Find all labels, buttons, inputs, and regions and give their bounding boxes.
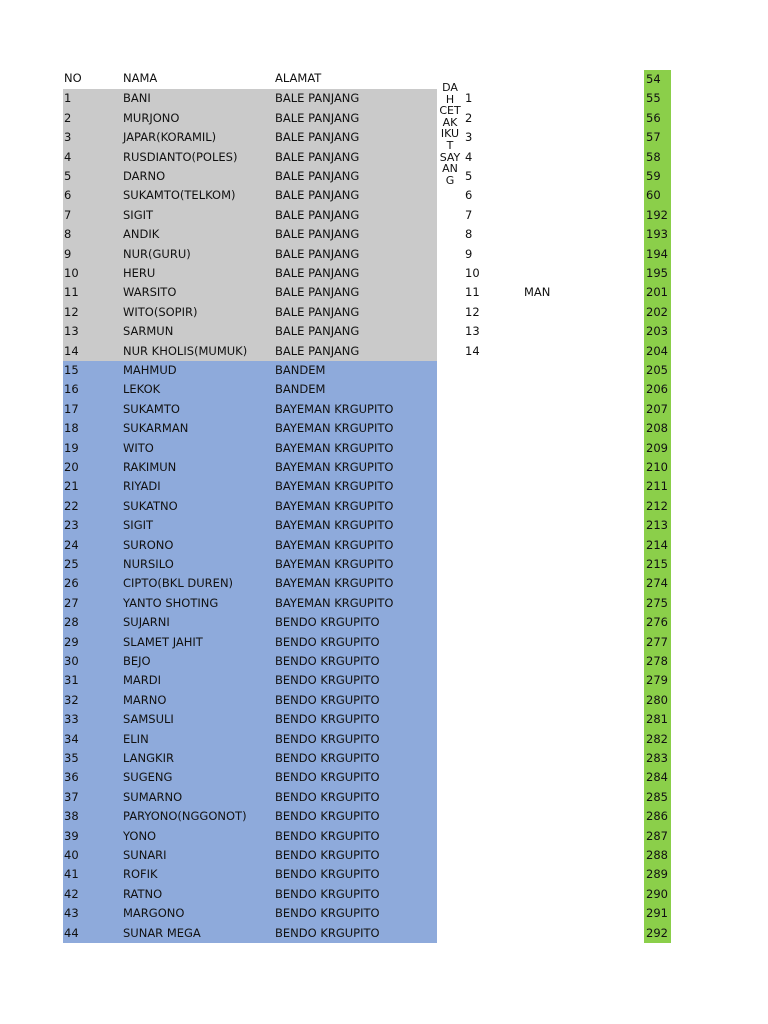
- row-nama[interactable]: CIPTO(BKL DUREN): [123, 576, 234, 591]
- green-value-cell[interactable]: 204: [644, 342, 671, 361]
- row-nama[interactable]: RATNO: [123, 886, 163, 901]
- row-nama[interactable]: MURJONO: [123, 110, 180, 125]
- row-alamat[interactable]: BALE PANJANG: [275, 130, 360, 145]
- row-nama[interactable]: SUNARI: [123, 848, 167, 862]
- row-no[interactable]: 44: [64, 925, 79, 940]
- row-no[interactable]: 3: [64, 130, 72, 145]
- row-no[interactable]: 26: [64, 576, 79, 591]
- row-alamat[interactable]: BAYEMAN KRGUPITO: [275, 479, 394, 494]
- side-note-line: SAY: [439, 150, 461, 164]
- side-note-line: H: [445, 92, 455, 106]
- row-alamat[interactable]: BAYEMAN KRGUPITO: [275, 576, 394, 591]
- row-no[interactable]: 5: [64, 169, 72, 183]
- green-value-cell[interactable]: 202: [644, 303, 671, 322]
- green-value-cell[interactable]: 291: [644, 904, 671, 923]
- row-no[interactable]: 23: [64, 518, 79, 533]
- row-alamat[interactable]: BENDO KRGUPITO: [275, 712, 380, 727]
- row-nama[interactable]: RAKIMUN: [123, 460, 177, 474]
- side-note-line: G: [445, 173, 455, 187]
- row-alamat[interactable]: BENDO KRGUPITO: [275, 751, 380, 765]
- green-value-cell[interactable]: 286: [644, 807, 671, 826]
- side-number[interactable]: 6: [465, 188, 473, 203]
- row-no[interactable]: 11: [64, 285, 79, 300]
- row-alamat[interactable]: BAYEMAN KRGUPITO: [275, 460, 394, 474]
- row-nama[interactable]: SARMUN: [123, 324, 174, 339]
- row-no[interactable]: 42: [64, 886, 79, 901]
- row-alamat[interactable]: BAYEMAN KRGUPITO: [275, 518, 394, 533]
- row-nama[interactable]: PARYONO(NGGONOT): [123, 809, 247, 824]
- row-no[interactable]: 13: [64, 324, 79, 339]
- row-no[interactable]: 40: [64, 848, 79, 862]
- row-nama[interactable]: NUR KHOLIS(MUMUK): [123, 343, 248, 358]
- row-alamat[interactable]: BENDO KRGUPITO: [275, 906, 380, 921]
- green-value-cell[interactable]: 60: [644, 186, 671, 205]
- green-value-cell[interactable]: 214: [644, 536, 671, 555]
- row-nama[interactable]: SUKATNO: [123, 498, 178, 513]
- row-no[interactable]: 39: [64, 828, 79, 843]
- green-value-cell[interactable]: 203: [644, 322, 671, 341]
- row-no[interactable]: 33: [64, 712, 79, 727]
- header-alamat[interactable]: ALAMAT: [275, 71, 322, 85]
- row-no[interactable]: 12: [64, 304, 79, 319]
- row-nama[interactable]: YANTO SHOTING: [123, 595, 219, 610]
- side-number[interactable]: 11: [465, 285, 480, 300]
- row-no[interactable]: 15: [64, 363, 79, 377]
- green-value-cell[interactable]: 285: [644, 788, 671, 807]
- green-value-cell[interactable]: 277: [644, 633, 671, 652]
- row-no[interactable]: 20: [64, 460, 79, 474]
- row-nama[interactable]: SUNAR MEGA: [123, 925, 201, 940]
- green-value-cell[interactable]: 279: [644, 671, 671, 690]
- row-alamat[interactable]: BAYEMAN KRGUPITO: [275, 401, 394, 416]
- side-number[interactable]: 7: [465, 207, 473, 222]
- row-no[interactable]: 38: [64, 809, 79, 824]
- side-note-vertical[interactable]: [438, 82, 462, 186]
- row-alamat[interactable]: BALE PANJANG: [275, 207, 360, 222]
- green-value-cell[interactable]: 208: [644, 419, 671, 438]
- row-no[interactable]: 22: [64, 498, 79, 513]
- row-alamat[interactable]: BAYEMAN KRGUPITO: [275, 421, 394, 436]
- row-alamat[interactable]: BAYEMAN KRGUPITO: [275, 498, 394, 513]
- row-nama[interactable]: WITO: [123, 440, 154, 455]
- side-note-line: CET: [439, 104, 461, 118]
- row-no[interactable]: 30: [64, 654, 79, 668]
- side-number[interactable]: 4: [465, 149, 473, 164]
- row-no[interactable]: 36: [64, 770, 79, 785]
- row-no[interactable]: 2: [64, 110, 72, 125]
- row-alamat[interactable]: BENDO KRGUPITO: [275, 809, 380, 824]
- header-nama[interactable]: NAMA: [123, 71, 158, 85]
- side-note-line: IKU: [440, 127, 460, 141]
- green-value-cell[interactable]: 281: [644, 710, 671, 729]
- row-no[interactable]: 18: [64, 421, 79, 436]
- green-value-cell[interactable]: 276: [644, 613, 671, 632]
- green-value-cell[interactable]: 215: [644, 555, 671, 574]
- green-value-cell[interactable]: 194: [644, 245, 671, 264]
- row-alamat[interactable]: BAYEMAN KRGUPITO: [275, 440, 394, 455]
- row-alamat[interactable]: BALE PANJANG: [275, 246, 360, 261]
- row-nama[interactable]: MAHMUD: [123, 363, 177, 377]
- row-no[interactable]: 9: [64, 246, 72, 261]
- green-value-cell[interactable]: 209: [644, 439, 671, 458]
- row-alamat[interactable]: BENDO KRGUPITO: [275, 615, 380, 630]
- row-nama[interactable]: SIGIT: [123, 518, 154, 533]
- row-alamat[interactable]: BENDO KRGUPITO: [275, 634, 380, 649]
- row-nama[interactable]: SIGIT: [123, 207, 154, 222]
- row-alamat[interactable]: BENDO KRGUPITO: [275, 692, 380, 707]
- green-value-cell[interactable]: 280: [644, 691, 671, 710]
- row-nama[interactable]: LANGKIR: [123, 751, 174, 765]
- row-nama[interactable]: LEKOK: [123, 382, 161, 397]
- green-value-cell[interactable]: 274: [644, 574, 671, 593]
- row-no[interactable]: 7: [64, 207, 72, 222]
- row-nama[interactable]: RIYADI: [123, 479, 161, 494]
- green-value-cell[interactable]: 284: [644, 768, 671, 787]
- green-value-cell[interactable]: 205: [644, 361, 671, 380]
- row-no[interactable]: 16: [64, 382, 79, 397]
- row-nama[interactable]: SUKAMTO: [123, 401, 180, 416]
- row-alamat[interactable]: BENDO KRGUPITO: [275, 731, 380, 746]
- row-nama[interactable]: BEJO: [123, 654, 151, 668]
- green-value-cell[interactable]: 211: [644, 477, 671, 496]
- row-alamat[interactable]: BENDO KRGUPITO: [275, 828, 380, 843]
- row-alamat[interactable]: BALE PANJANG: [275, 110, 360, 125]
- row-nama[interactable]: SUMARNO: [123, 789, 183, 804]
- row-no[interactable]: 8: [64, 227, 72, 242]
- side-number[interactable]: 2: [465, 110, 473, 125]
- row-no[interactable]: 17: [64, 401, 79, 416]
- row-alamat[interactable]: BANDEM: [275, 363, 326, 377]
- row-no[interactable]: 6: [64, 188, 72, 203]
- green-value-cell[interactable]: 54: [644, 70, 671, 89]
- row-alamat[interactable]: BALE PANJANG: [275, 324, 360, 339]
- side-number[interactable]: 8: [465, 227, 473, 242]
- row-no[interactable]: 4: [64, 149, 72, 164]
- row-alamat[interactable]: BANDEM: [275, 382, 326, 397]
- row-nama[interactable]: SUKAMTO(TELKOM): [123, 188, 236, 203]
- green-value-cell[interactable]: 193: [644, 225, 671, 244]
- side-number[interactable]: 3: [465, 130, 473, 145]
- gray-fill-block: [63, 89, 437, 361]
- row-no[interactable]: 25: [64, 557, 79, 571]
- side-note-line: DA: [442, 81, 458, 94]
- side-number[interactable]: 9: [465, 246, 473, 261]
- green-value-cell[interactable]: 207: [644, 400, 671, 419]
- row-no[interactable]: 35: [64, 751, 79, 765]
- row-no[interactable]: 34: [64, 731, 79, 746]
- row-alamat[interactable]: BENDO KRGUPITO: [275, 654, 380, 668]
- green-value-cell[interactable]: 206: [644, 380, 671, 399]
- row-alamat[interactable]: BALE PANJANG: [275, 266, 360, 280]
- green-value-cell[interactable]: 290: [644, 885, 671, 904]
- row-nama[interactable]: HERU: [123, 266, 156, 280]
- green-value-cell[interactable]: 201: [644, 283, 671, 302]
- green-value-cell[interactable]: 282: [644, 730, 671, 749]
- row-alamat[interactable]: BALE PANJANG: [275, 304, 360, 319]
- man-label[interactable]: MAN: [524, 285, 551, 300]
- row-nama[interactable]: JAPAR(KORAMIL): [123, 130, 217, 145]
- row-alamat[interactable]: BAYEMAN KRGUPITO: [275, 537, 394, 552]
- row-nama[interactable]: MARNO: [123, 692, 167, 707]
- row-alamat[interactable]: BENDO KRGUPITO: [275, 848, 380, 862]
- row-nama[interactable]: ROFIK: [123, 867, 158, 882]
- green-value-cell[interactable]: 56: [644, 109, 671, 128]
- row-nama[interactable]: WITO(SOPIR): [123, 304, 198, 319]
- green-value-cell[interactable]: 213: [644, 516, 671, 535]
- row-nama[interactable]: WARSITO: [123, 285, 177, 300]
- row-no[interactable]: 43: [64, 906, 79, 921]
- side-number[interactable]: 1: [465, 91, 473, 106]
- row-nama[interactable]: YONO: [123, 828, 157, 843]
- side-note-line: AN: [442, 162, 458, 176]
- row-nama[interactable]: NURSILO: [123, 557, 174, 571]
- row-nama[interactable]: SUGENG: [123, 770, 173, 785]
- row-no[interactable]: 14: [64, 343, 79, 358]
- row-no[interactable]: 10: [64, 266, 79, 280]
- row-nama[interactable]: SAMSULI: [123, 712, 174, 727]
- row-alamat[interactable]: BALE PANJANG: [275, 149, 360, 164]
- row-nama[interactable]: SURONO: [123, 537, 174, 552]
- row-no[interactable]: 28: [64, 615, 79, 630]
- row-alamat[interactable]: BALE PANJANG: [275, 169, 360, 183]
- row-nama[interactable]: NUR(GURU): [123, 246, 191, 261]
- row-alamat[interactable]: BENDO KRGUPITO: [275, 673, 380, 688]
- row-no[interactable]: 29: [64, 634, 79, 649]
- green-value-cell[interactable]: 275: [644, 594, 671, 613]
- row-alamat[interactable]: BENDO KRGUPITO: [275, 886, 380, 901]
- green-value-cell[interactable]: 288: [644, 846, 671, 865]
- row-alamat[interactable]: BALE PANJANG: [275, 343, 360, 358]
- green-value-cell[interactable]: 58: [644, 148, 671, 167]
- row-alamat[interactable]: BENDO KRGUPITO: [275, 789, 380, 804]
- row-no[interactable]: 21: [64, 479, 79, 494]
- row-nama[interactable]: ELIN: [123, 731, 149, 746]
- header-no[interactable]: NO: [64, 71, 82, 85]
- row-no[interactable]: 1: [64, 91, 72, 106]
- green-value-cell[interactable]: 287: [644, 827, 671, 846]
- row-no[interactable]: 41: [64, 867, 79, 882]
- row-no[interactable]: 24: [64, 537, 79, 552]
- green-value-cell[interactable]: 289: [644, 865, 671, 884]
- row-alamat[interactable]: BALE PANJANG: [275, 227, 360, 242]
- row-nama[interactable]: DARNO: [123, 169, 166, 183]
- row-no[interactable]: 31: [64, 673, 79, 688]
- row-no[interactable]: 27: [64, 595, 79, 610]
- row-alamat[interactable]: BENDO KRGUPITO: [275, 770, 380, 785]
- row-no[interactable]: 32: [64, 692, 79, 707]
- green-value-cell[interactable]: 212: [644, 497, 671, 516]
- side-number[interactable]: 5: [465, 169, 473, 183]
- green-value-cell[interactable]: 57: [644, 128, 671, 147]
- green-value-cell[interactable]: 283: [644, 749, 671, 768]
- green-value-cell[interactable]: 55: [644, 89, 671, 108]
- green-value-cell[interactable]: 292: [644, 924, 671, 943]
- row-nama[interactable]: MARDI: [123, 673, 162, 688]
- row-nama[interactable]: SLAMET JAHIT: [123, 634, 203, 649]
- row-alamat[interactable]: BAYEMAN KRGUPITO: [275, 595, 394, 610]
- row-nama[interactable]: BANI: [123, 91, 151, 106]
- row-nama[interactable]: MARGONO: [123, 906, 185, 921]
- row-alamat[interactable]: BAYEMAN KRGUPITO: [275, 557, 394, 571]
- row-alamat[interactable]: BALE PANJANG: [275, 285, 360, 300]
- row-alamat[interactable]: BALE PANJANG: [275, 188, 360, 203]
- row-nama[interactable]: RUSDIANTO(POLES): [123, 149, 238, 164]
- green-value-cell[interactable]: 192: [644, 206, 671, 225]
- side-number[interactable]: 10: [465, 266, 480, 280]
- side-note-line: AK: [442, 115, 458, 129]
- row-nama[interactable]: SUJARNI: [123, 615, 170, 630]
- row-nama[interactable]: ANDIK: [123, 227, 160, 242]
- row-alamat[interactable]: BALE PANJANG: [275, 91, 360, 106]
- green-value-cell[interactable]: 210: [644, 458, 671, 477]
- row-alamat[interactable]: BENDO KRGUPITO: [275, 867, 380, 882]
- side-number[interactable]: 13: [465, 324, 480, 339]
- green-value-cell[interactable]: 59: [644, 167, 671, 186]
- side-note-line: T: [446, 138, 454, 152]
- green-value-cell[interactable]: 278: [644, 652, 671, 671]
- row-no[interactable]: 37: [64, 789, 79, 804]
- side-number[interactable]: 14: [465, 343, 480, 358]
- side-number[interactable]: 12: [465, 304, 480, 319]
- row-nama[interactable]: SUKARMAN: [123, 421, 189, 436]
- row-alamat[interactable]: BENDO KRGUPITO: [275, 925, 380, 940]
- green-value-cell[interactable]: 195: [644, 264, 671, 283]
- row-no[interactable]: 19: [64, 440, 79, 455]
